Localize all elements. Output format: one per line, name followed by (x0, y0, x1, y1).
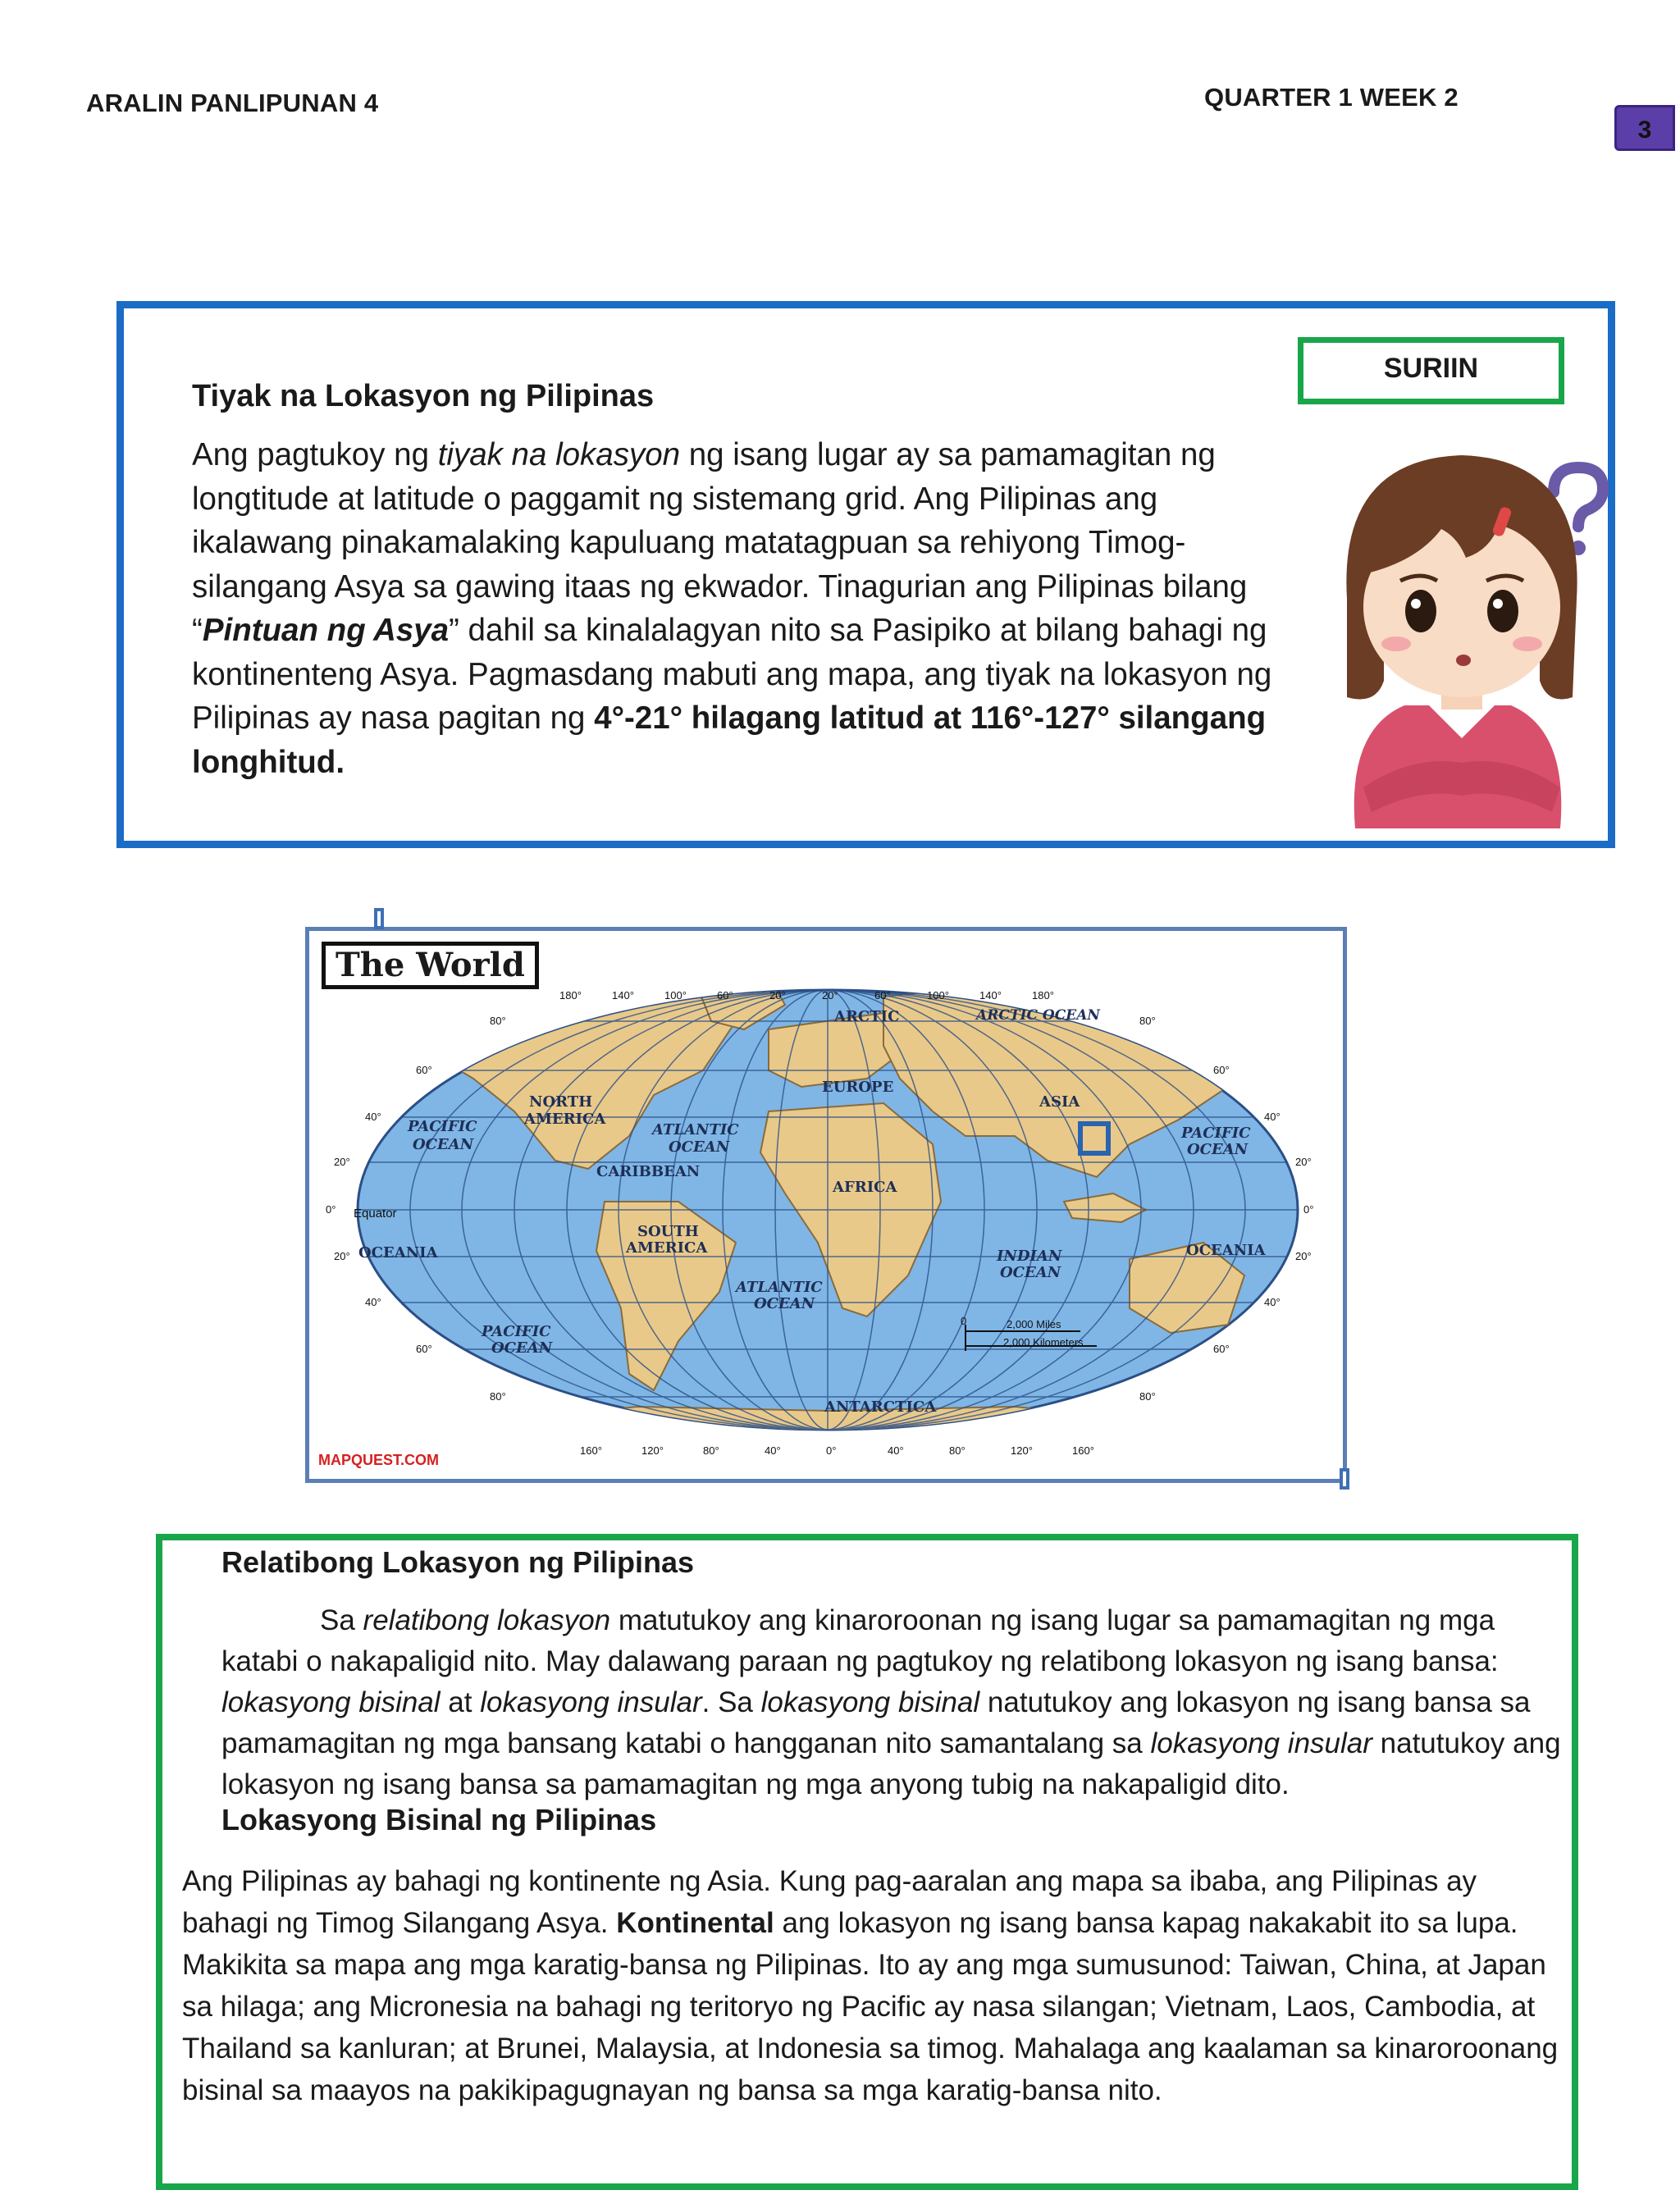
latitude-tick-label: 80° (1139, 1390, 1156, 1403)
latitude-tick-label: 40° (1264, 1111, 1281, 1123)
lokasyong-bisinal-paragraph: Ang Pilipinas ay bahagi ng kontinente ng Asia. Kung pag-aaralan ang mapa sa ibaba, ang Pilipinas ay bahagi ng Timog Silangang Asya. Kontinental ang lokasyon ng isang bansa kapag nakakabit ito sa lupa. Makikita sa mapa ang mga karatig-bansa ng Pilipinas. Ito ay ang mga sumusunod: Taiwan, China, at Japan sa hilaga; ang Micronesia na bahagi ng teritoryo ng Pacific ay nasa silangan; Vietnam, Laos, Cambodia, at Thailand sa kanluran; at Brunei, Malaysia, at Indonesia sa timog. Mahalaga ang kaalaman sa kinaroroonang bisinal sa maayos na pakikipagugnayan ng bansa sa mga karatig-bansa nito. (182, 1865, 1559, 2106)
indian-ocean-label-1: INDIAN (997, 1248, 1062, 1265)
latitude-tick-label: 80° (1139, 1015, 1156, 1027)
longitude-tick-label: 80° (703, 1444, 719, 1457)
latitude-tick-label: 80° (490, 1015, 506, 1027)
equator-label: Equator (354, 1207, 397, 1220)
image-resize-handle[interactable] (374, 908, 384, 929)
longitude-tick-label: 80° (949, 1444, 966, 1457)
latitude-tick-label: 40° (365, 1296, 381, 1308)
longitude-tick-label: 60° (874, 989, 891, 1001)
south-america-label-1: SOUTH (637, 1223, 699, 1240)
asia-label: ASIA (1039, 1093, 1080, 1111)
latitude-tick-label: 40° (1264, 1296, 1281, 1308)
map-title: The World (322, 942, 539, 989)
page-number-tab: 3 (1614, 105, 1675, 151)
longitude-tick-label: 160° (1072, 1444, 1094, 1457)
pacific-ocean-left-label-1: PACIFIC (408, 1118, 477, 1135)
scale-zero: 0 (961, 1315, 967, 1327)
longitude-tick-label: 40° (765, 1444, 781, 1457)
atlantic-ocean-bottom-label-2: OCEAN (754, 1295, 815, 1312)
lokasyong-bisinal-title: Lokasyong Bisinal ng Pilipinas (221, 1803, 657, 1836)
latitude-tick-label: 60° (416, 1343, 432, 1355)
longitude-tick-label: 60° (717, 989, 733, 1001)
europe-label: EUROPE (822, 1079, 894, 1096)
atlantic-ocean-top-label-2: OCEAN (669, 1138, 730, 1156)
longitude-tick-label: 0° (826, 1444, 837, 1457)
scale-miles: 2,000 Miles (1007, 1318, 1061, 1330)
arctic-label: ARCTIC (834, 1008, 900, 1025)
longitude-tick-label: 140° (979, 989, 1002, 1001)
caribbean-label: CARIBBEAN (596, 1163, 701, 1180)
north-america-label-1: NORTH (529, 1093, 593, 1111)
arctic-ocean-label: ARCTIC OCEAN (976, 1007, 1100, 1024)
relatibong-lokasyon-paragraph: Sa relatibong lokasyon matutukoy ang kinaroroonan ng isang lugar sa pamamagitan ng mga katabi o nakapaligid nito. May dalawang paraan ng pagtukoy ng relatibong lokasyon ng isang bansa: lokasyong bisinal at lokasyong insular. Sa lokasyong bisinal natutukoy ang lokasyon ng isang bansa sa pamamagitan ng mga bansang katabi o hangganan nito samantalang sa lokasyong insular natutukoy ang lokasyon ng isang bansa sa pamamagitan ng mga anyong tubig na nakapaligid dito. (221, 1604, 1561, 1800)
thinking-girl-illustration (1306, 443, 1609, 828)
latitude-tick-label: 80° (490, 1390, 506, 1403)
pacific-ocean-right-label-2: OCEAN (1187, 1141, 1249, 1158)
longitude-tick-label: 120° (1011, 1444, 1033, 1457)
tiyak-lokasyon-paragraph: Ang pagtukoy ng tiyak na lokasyon ng isang lugar ay sa pamamagitan ng longtitude at latitude o paggamit ng sistemang grid. Ang Pilipinas ang ikalawang pinakamalaking kapuluang matatagpuan sa rehiyong Timog-silangang Asya sa gawing itaas ng ekwador. Tinagurian ang Pilipinas bilang “Pintuan ng Asya” dahil sa kinalalagyan nito sa Pasipiko at bilang bahagi ng kontinenteng Asya. Pagmasdang mabuti ang mapa, ang tiyak na lokasyon ng Pilipinas ay nasa pagitan ng 4°-21° hilagang latitud at 116°-127° silangang longhitud. (192, 437, 1272, 780)
world-map (309, 931, 1344, 1479)
longitude-tick-label: 20° (822, 989, 838, 1001)
africa-label: AFRICA (833, 1179, 897, 1196)
north-america-label-2: AMERICA (524, 1111, 606, 1128)
relatibong-lokasyon-title: Relatibong Lokasyon ng Pilipinas (221, 1545, 695, 1579)
latitude-tick-label: 0° (1303, 1203, 1314, 1216)
longitude-tick-label: 180° (559, 989, 582, 1001)
longitude-tick-label: 100° (927, 989, 949, 1001)
latitude-tick-label: 20° (334, 1156, 350, 1168)
pacific-ocean-bottom-label-1: PACIFIC (482, 1323, 551, 1340)
antarctica-label: ANTARCTICA (824, 1398, 937, 1416)
longitude-tick-label: 20° (769, 989, 786, 1001)
latitude-tick-label: 60° (1213, 1343, 1230, 1355)
latitude-tick-label: 20° (1295, 1156, 1312, 1168)
longitude-tick-label: 180° (1032, 989, 1054, 1001)
suriin-label: SURIIN (1298, 337, 1564, 404)
map-credit: MAPQUEST.COM (318, 1452, 440, 1468)
latitude-tick-label: 0° (326, 1203, 336, 1216)
latitude-tick-label: 40° (365, 1111, 381, 1123)
latitude-tick-label: 60° (416, 1064, 432, 1076)
atlantic-ocean-top-label-1: ATLANTIC (652, 1121, 739, 1138)
latitude-tick-label: 20° (1295, 1250, 1312, 1262)
oceania-left-label: OCEANIA (358, 1244, 438, 1262)
scale-kilometers: 2,000 Kilometers (1003, 1336, 1084, 1348)
subject-header: ARALIN PANLIPUNAN 4 (86, 89, 379, 117)
pacific-ocean-bottom-label-2: OCEAN (491, 1339, 553, 1357)
pacific-ocean-left-label-2: OCEAN (413, 1136, 474, 1153)
south-america-label-2: AMERICA (626, 1239, 708, 1257)
longitude-tick-label: 120° (641, 1444, 664, 1457)
latitude-tick-label: 60° (1213, 1064, 1230, 1076)
atlantic-ocean-bottom-label-1: ATLANTIC (736, 1279, 823, 1296)
antarctica-land (432, 1407, 1212, 1439)
longitude-tick-label: 100° (664, 989, 687, 1001)
longitude-tick-label: 160° (580, 1444, 602, 1457)
longitude-tick-label: 140° (612, 989, 634, 1001)
indian-ocean-label-2: OCEAN (1000, 1264, 1061, 1281)
latitude-tick-label: 20° (334, 1250, 350, 1262)
oceania-right-label: OCEANIA (1186, 1242, 1266, 1259)
tiyak-lokasyon-title: Tiyak na Lokasyon ng Pilipinas (192, 379, 655, 413)
longitude-tick-label: 40° (888, 1444, 904, 1457)
quarter-week-header: QUARTER 1 WEEK 2 (1204, 83, 1459, 112)
pacific-ocean-right-label-1: PACIFIC (1181, 1125, 1251, 1142)
bottom-longitude-ticks (580, 1444, 1094, 1457)
